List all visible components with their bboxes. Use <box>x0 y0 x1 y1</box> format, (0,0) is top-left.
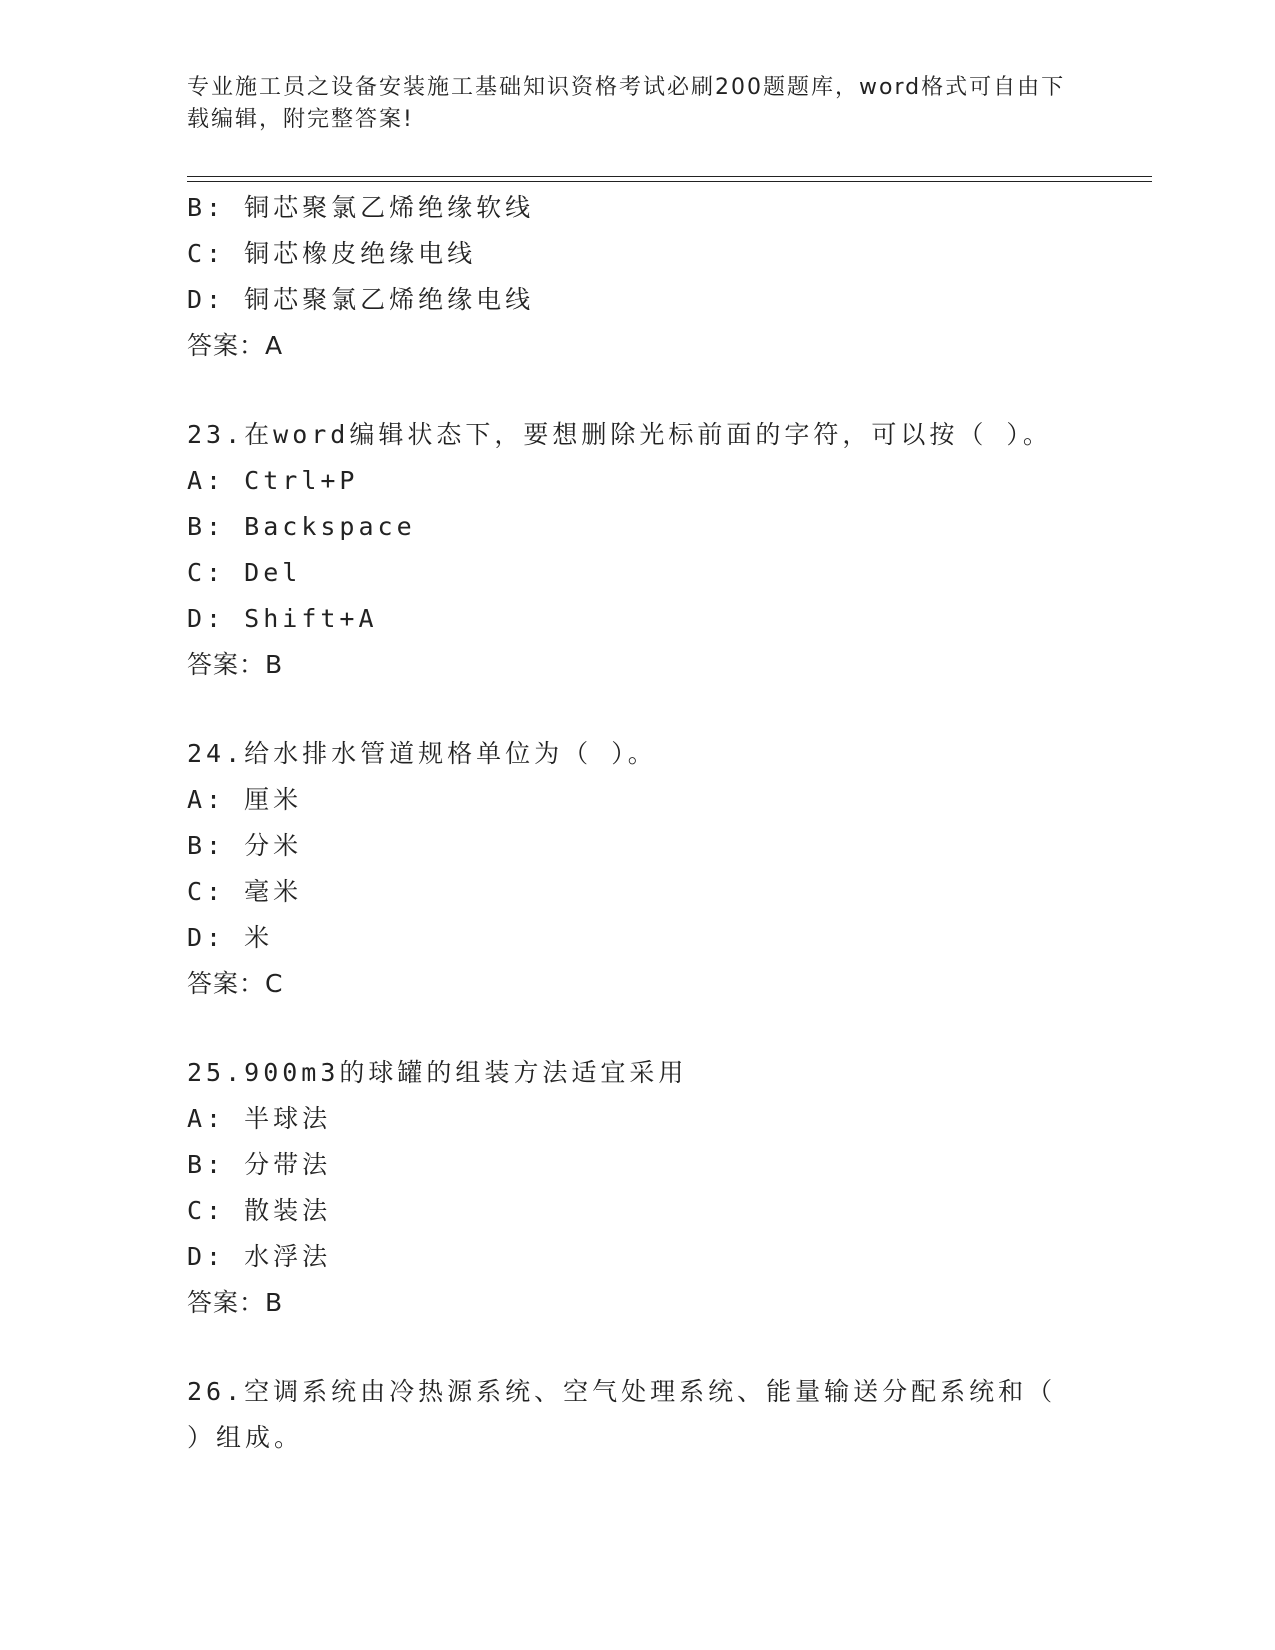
question-stem-line-2: ）组成。 <box>187 1423 304 1452</box>
header-divider-top <box>187 176 1152 177</box>
answer: 答案：B <box>187 650 284 679</box>
question-stem: 24.给水排水管道规格单位为（ ）。 <box>187 739 657 768</box>
question-stem: 23.在word编辑状态下，要想删除光标前面的字符，可以按（ ）。 <box>187 420 1052 449</box>
option-c: C: 铜芯橡皮绝缘电线 <box>187 239 477 268</box>
option-d: D: Shift+A <box>187 604 378 633</box>
document-title: 专业施工员之设备安装施工基础知识资格考试必刷200题题库，word格式可自由下载编辑，附完整答案! <box>187 75 1066 132</box>
question-22-continuation <box>187 185 1087 369</box>
option-c: C: 毫米 <box>187 877 303 906</box>
question-24 <box>187 731 1087 1007</box>
page-header <box>187 72 1067 136</box>
question-26 <box>187 1369 1087 1461</box>
option-d: D: 水浮法 <box>187 1242 332 1271</box>
option-c: C: 散装法 <box>187 1196 332 1225</box>
option-a: A: Ctrl+P <box>187 466 359 495</box>
answer: 答案：A <box>187 331 284 360</box>
option-a: A: 厘米 <box>187 785 303 814</box>
question-stem-line-1: 26.空调系统由冷热源系统、空气处理系统、能量输送分配系统和（ <box>187 1377 1057 1406</box>
question-content <box>187 185 1087 1461</box>
option-a: A: 半球法 <box>187 1104 332 1133</box>
question-25 <box>187 1050 1087 1326</box>
option-b: B: 分米 <box>187 831 303 860</box>
question-stem: 25.900m3的球罐的组装方法适宜采用 <box>187 1058 688 1087</box>
answer: 答案：C <box>187 969 284 998</box>
option-b: B: Backspace <box>187 512 416 541</box>
header-divider-bottom <box>187 181 1152 182</box>
option-c: C: Del <box>187 558 302 587</box>
option-b: B: 分带法 <box>187 1150 332 1179</box>
option-d: D: 米 <box>187 923 274 952</box>
question-23 <box>187 412 1087 688</box>
option-d: D: 铜芯聚氯乙烯绝缘电线 <box>187 285 535 314</box>
option-b: B: 铜芯聚氯乙烯绝缘软线 <box>187 193 535 222</box>
answer: 答案：B <box>187 1288 284 1317</box>
